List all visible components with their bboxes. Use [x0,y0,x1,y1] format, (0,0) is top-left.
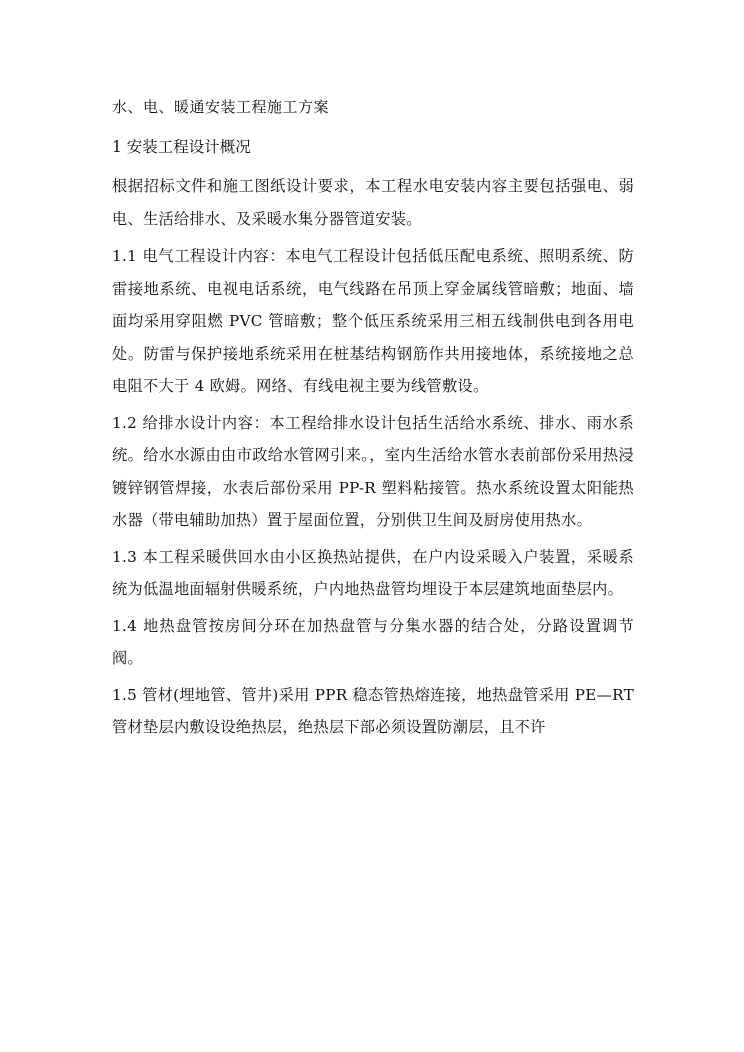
paragraph-heating: 1.3 本工程采暖供回水由小区换热站提供，在户内设采暖入户装置，采暖系统为低温地面辐射供暖系统，户内地热盘管均埋设于本层建筑地面垫层内。 [112,547,634,598]
section-heading: 1 安装工程设计概况 [112,138,251,156]
paragraph-plumbing: 1.2 给排水设计内容：本工程给排水设计包括生活给水系统、排水、雨水系统。给水水源由由市政给水管网引来。，室内生活给水管水表前部份采用热浸镀锌钢管焊接，水表后部份采用 PP-R 塑料粘接管。热水系统设置太阳能热水器（带电辅助加热）置于屋面位置，分别供卫生间及厨房使用热水。 [112,413,634,529]
document-body [112,94,634,748]
paragraph-floor-heating-coils: 1.4 地热盘管按房间分环在加热盘管与分集水器的结合处，分路设置调节阀。 [112,616,634,667]
paragraph-electrical: 1.1 电气工程设计内容：本电气工程设计包括低压配电系统、照明系统、防雷接地系统、电视电话系统，电气线路在吊顶上穿金属线管暗敷；地面、墙面均采用穿阻燃 PVC 管暗敷；整个低压系统采用三相五线制供电到各用电处。防雷与保护接地系统采用在桩基结构钢筋作共用接地体，系统接地之总电阻不大于 4 欧姆。网络、有线电视主要为线管敷设。 [112,247,634,395]
document-title: 水、电、暖通安装工程施工方案 [112,98,330,116]
paragraph-intro: 根据招标文件和施工图纸设计要求，本工程水电安装内容主要包括强电、弱电、生活给排水、及采暖水集分器管道安装。 [112,177,634,228]
paragraph-pipe-materials: 1.5 管材(埋地管、管井)采用 PPR 稳态管热熔连接，地热盘管采用 PE—RT 管材垫层内敷设设绝热层，绝热层下部必须设置防潮层，且不许 [112,685,634,736]
